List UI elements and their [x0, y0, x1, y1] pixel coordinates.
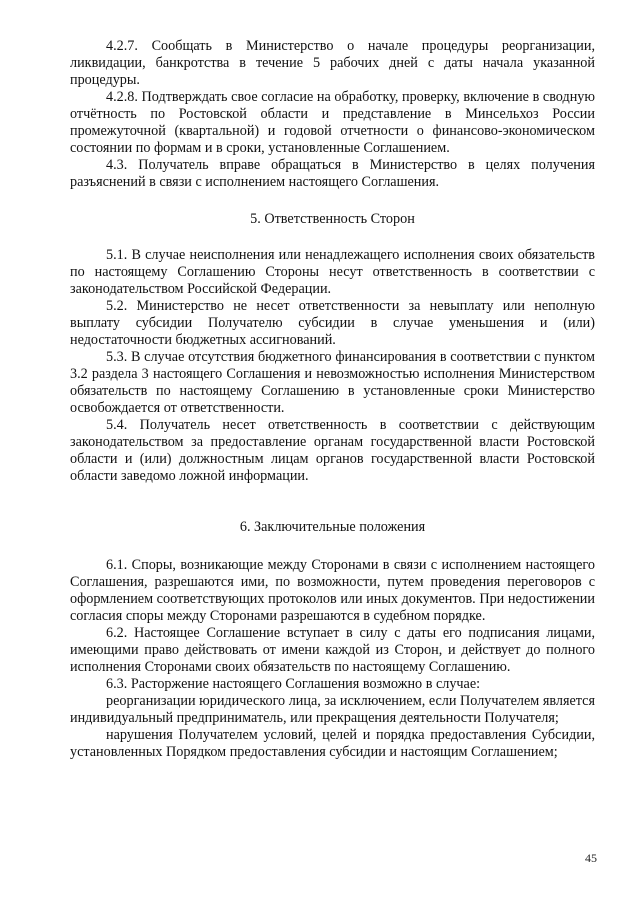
paragraph-6-3-item-violation: нарушения Получателем условий, целей и порядка предоставления Субсидии, установленных Порядком предоставления субсидии и настоящим Соглашением;: [70, 727, 595, 760]
section-6-title: 6. Заключительные положения: [239, 519, 426, 535]
paragraph-5-2: 5.2. Министерство не несет ответственности за невыплату или неполную выплату субсидии Получателю субсидии в случае уменьшения и (или) недостаточности бюджетных ассигнований.: [70, 298, 595, 348]
paragraph-5-3: 5.3. В случае отсутствия бюджетного финансирования в соответствии с пунктом 3.2 раздела 3 настоящего Соглашения и невозможностью исполнения Министерством обязательств по настоящему Соглашению в установленные сроки Министерство освобождается от ответственности.: [70, 349, 595, 416]
paragraph-6-2: 6.2. Настоящее Соглашение вступает в силу с даты его подписания лицами, имеющими право действовать от имени каждой из Сторон, и действует до полного исполнения Сторонами своих обязательств по настоящему Соглашению.: [70, 625, 595, 675]
section-5-title: 5. Ответственность Сторон: [250, 211, 415, 227]
page-number: 45: [585, 851, 597, 865]
paragraph-6-3-item-reorganization: реорганизации юридического лица, за исключением, если Получателем является индивидуальный предприниматель, или прекращения деятельности Получателя;: [70, 693, 595, 726]
spacer: [70, 191, 595, 211]
paragraph-4-3: 4.3. Получатель вправе обращаться в Министерство в целях получения разъяснений в связи с исполнением настоящего Соглашения.: [70, 157, 595, 190]
spacer: [70, 485, 595, 519]
paragraph-4-2-8: 4.2.8. Подтверждать свое согласие на обработку, проверку, включение в сводную отчётность по Ростовской области и представление в Минсельхоз России промежуточной (квартальной) и годовой отчетности о финансово-экономическом состоянии по формам и в сроки, установленные Соглашением.: [70, 89, 595, 156]
paragraph-4-2-7: 4.2.7. Сообщать в Министерство о начале процедуры реорганизации, ликвидации, банкротства в течение 5 рабочих дней с даты начала указанной процедуры.: [70, 38, 595, 88]
paragraph-5-4: 5.4. Получатель несет ответственность в соответствии с действующим законодательством за предоставление органам государственной власти Ростовской области и (или) должностным лицам органов государственной власти Ростовской области заведомо ложной информации.: [70, 417, 595, 484]
spacer: [70, 536, 595, 557]
paragraph-5-1: 5.1. В случае неисполнения или ненадлежащего исполнения своих обязательств по настоящему Соглашению Стороны несут ответственность в соответствии с законодательством Российской Федерации.: [70, 247, 595, 297]
spacer: [70, 228, 595, 247]
paragraph-6-3: 6.3. Расторжение настоящего Соглашения возможно в случае:: [106, 676, 481, 692]
document-page: [70, 38, 595, 761]
paragraph-6-1: 6.1. Споры, возникающие между Сторонами в связи с исполнением настоящего Соглашения, разрешаются ими, по возможности, путем проведения переговоров с оформлением соответствующих протоколов или иных документов. При недостижении согласия споры между Сторонами разрешаются в судебном порядке.: [70, 557, 595, 624]
